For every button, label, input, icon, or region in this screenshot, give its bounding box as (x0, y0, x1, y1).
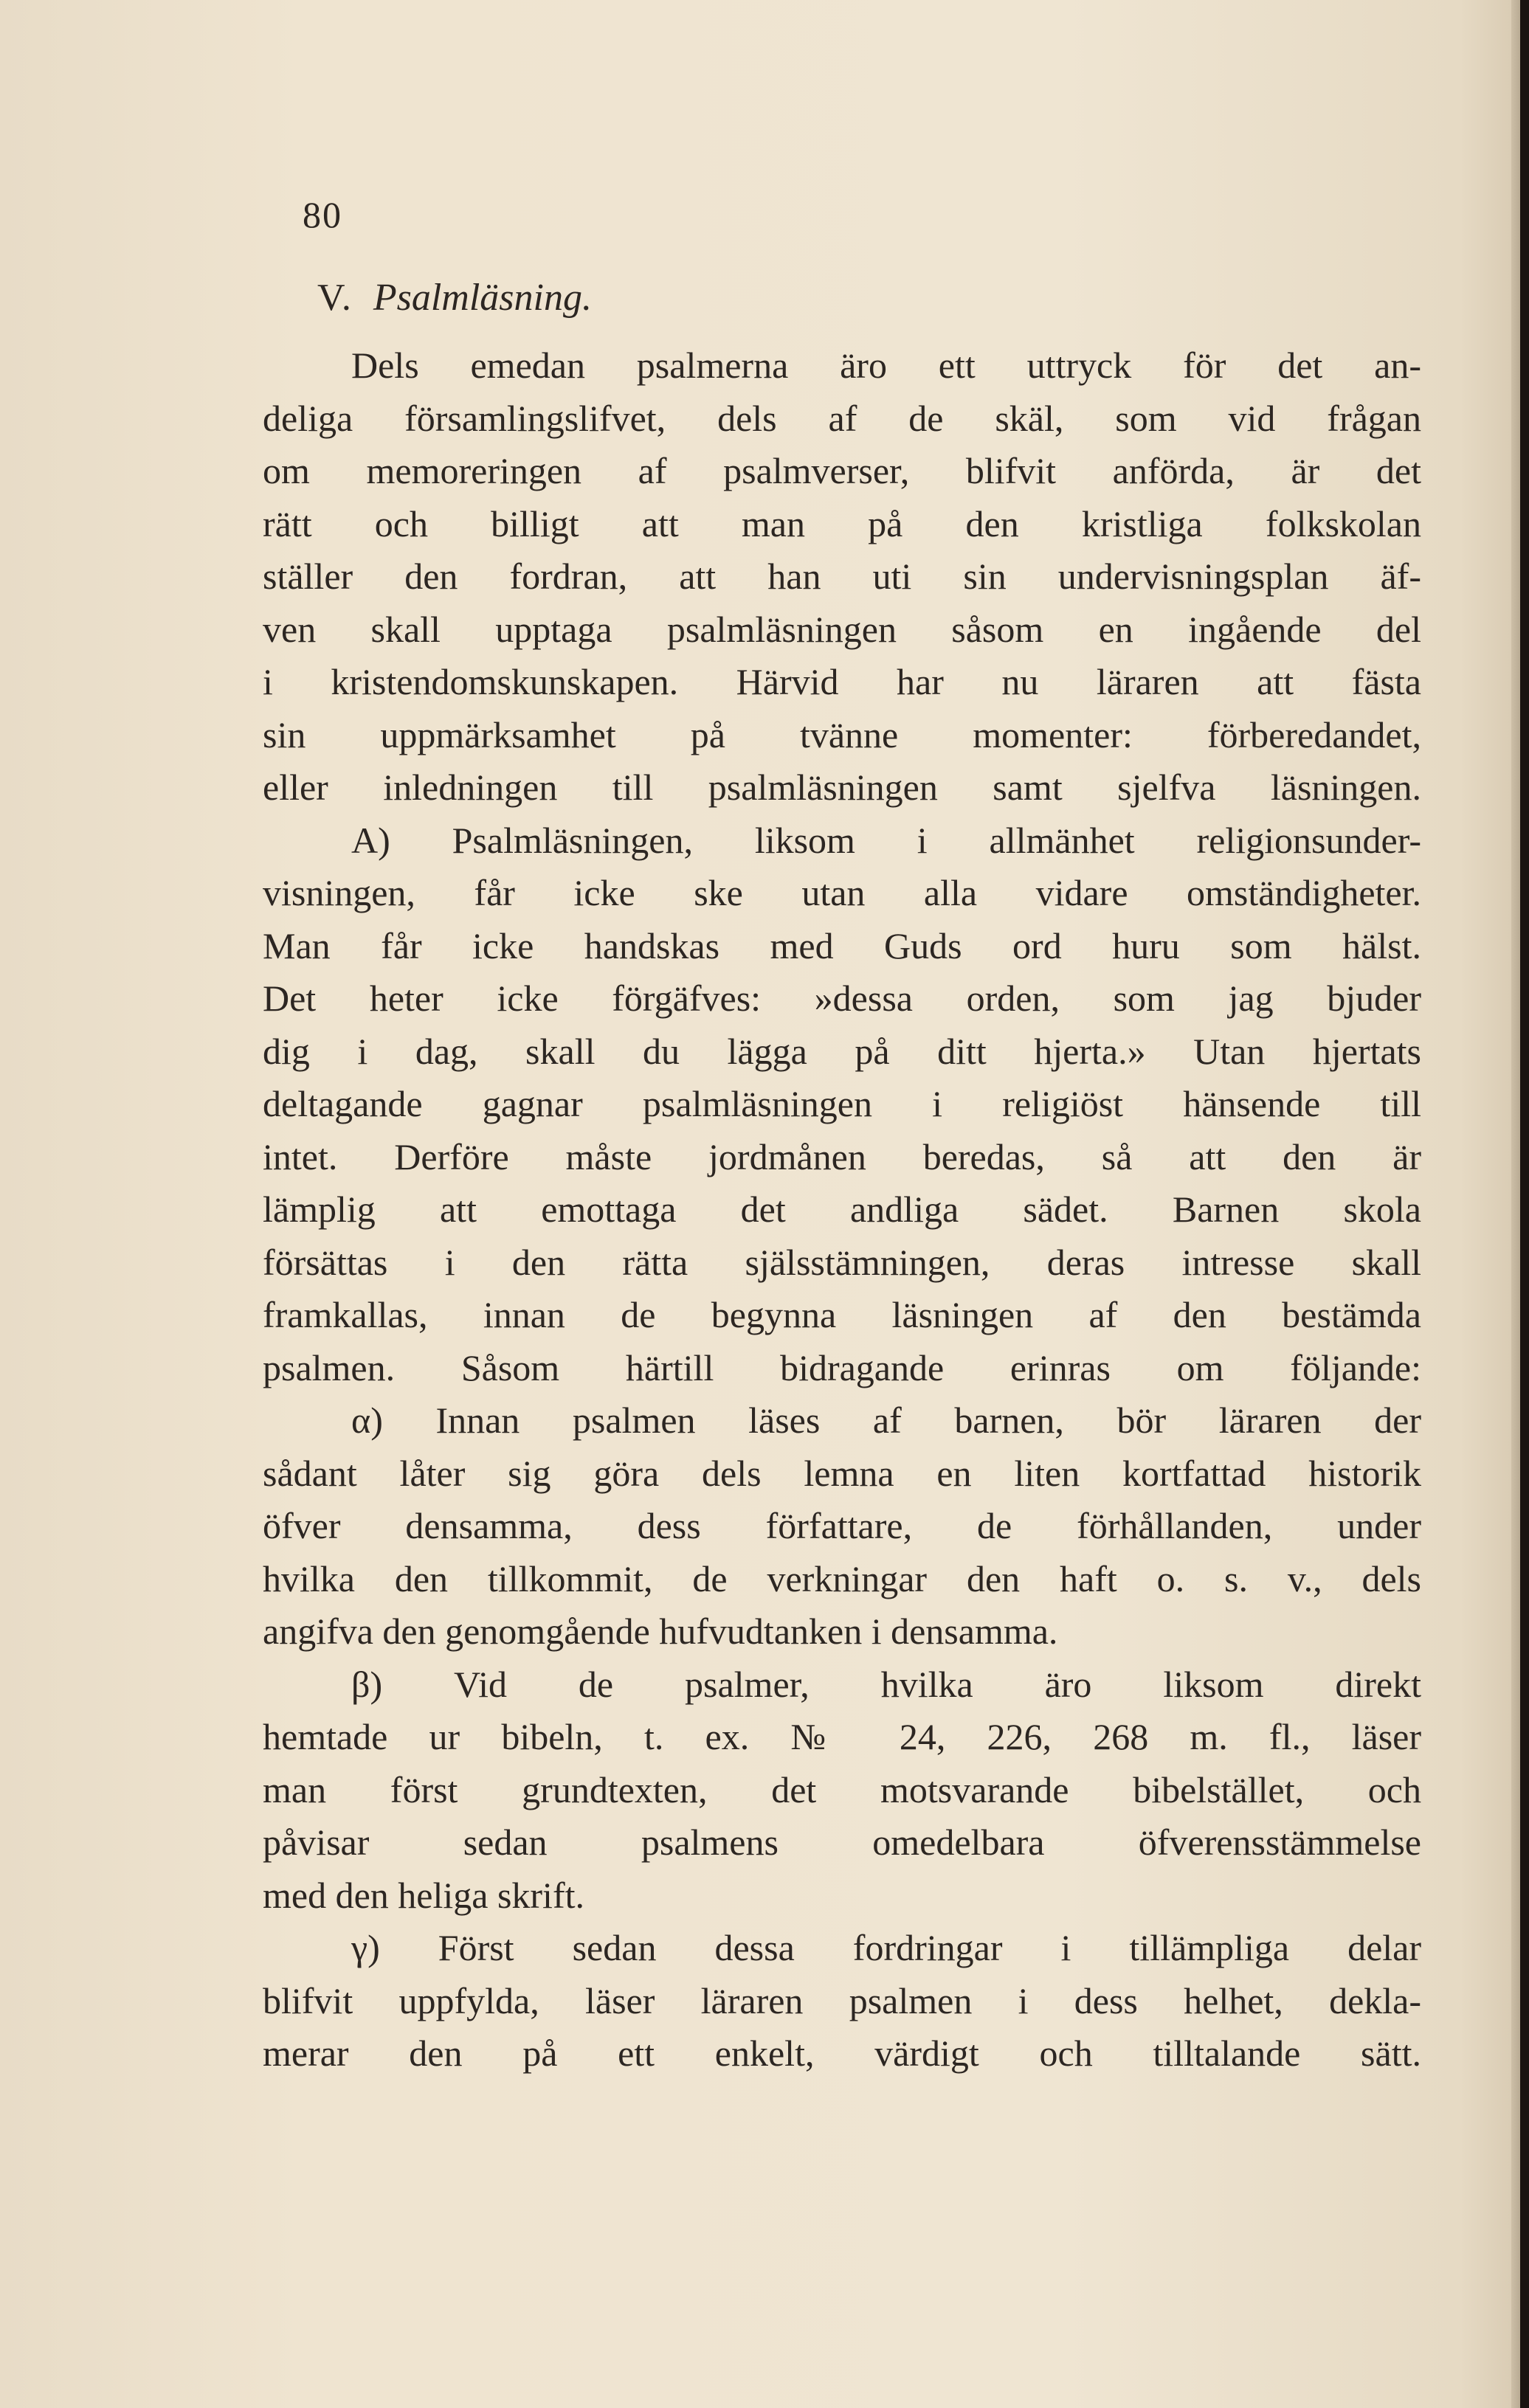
text-line: sådant låter sig göra dels lemna en liten kortfattad historik (263, 1452, 1421, 1494)
text-line: försättas i den rätta själsstämningen, deras intresse skall (263, 1241, 1421, 1283)
text-line: hemtade ur bibeln, t. ex. № 24, 226, 268 m. fl., läser (263, 1716, 1421, 1757)
text-line: sin uppmärksamhet på tvänne momenter: förberedandet, (263, 713, 1421, 755)
body-text (263, 339, 1421, 2080)
text-line: hvilka den tillkommit, de verkningar den haft o. s. v., dels (263, 1557, 1421, 1599)
text-line: rätt och billigt att man på den kristliga folkskolan (263, 502, 1421, 544)
text-line: A) Psalmläsningen, liksom i allmänhet religionsunder- (351, 819, 1421, 861)
text-line: framkallas, innan de begynna läsningen af den bestämda (263, 1294, 1421, 1335)
text-line: ställer den fordran, att han uti sin undervisningsplan äf- (263, 556, 1421, 597)
page-edge (1511, 0, 1520, 2408)
page-number: 80 (303, 194, 342, 235)
text-line: lämplig att emottaga det andliga sädet. Barnen skola (263, 1189, 1421, 1230)
text-line: påvisar sedan psalmens omedelbara öfverensstämmelse (263, 1821, 1421, 1863)
text-line: γ) Först sedan dessa fordringar i tillämpliga delar (351, 1927, 1421, 1968)
text-line: dig i dag, skall du lägga på ditt hjerta.» Utan hjertats (263, 1030, 1421, 1072)
text-line: α) Innan psalmen läses af barnen, bör läraren der (351, 1400, 1421, 1441)
text-line: Man får icke handskas med Guds ord huru som hälst. (263, 924, 1421, 966)
text-line: ven skall upptaga psalmläsningen såsom en ingående del (263, 608, 1421, 650)
text-line: i kristendomskunskapen. Härvid har nu läraren att fästa (263, 661, 1421, 702)
text-line: blifvit uppfylda, läser läraren psalmen i dess helhet, dekla- (263, 1979, 1421, 2021)
section-heading (317, 276, 592, 319)
text-line: Det heter icke förgäfves: »dessa orden, som jag bjuder (263, 978, 1421, 1019)
text-line: deltagande gagnar psalmläsningen i religiöst hänsende till (263, 1083, 1421, 1124)
text-line: öfver densamma, dess författare, de förhållanden, under (263, 1505, 1421, 1546)
text-line: psalmen. Såsom härtill bidragande erinras om följande: (263, 1346, 1421, 1388)
text-line: man först grundtexten, det motsvarande bibelstället, och (263, 1768, 1421, 1810)
text-line: angifva den genomgående hufvudtanken i densamma. (263, 1610, 1058, 1652)
text-line: intet. Derföre måste jordmånen beredas, så att den är (263, 1135, 1421, 1177)
text-line: om memoreringen af psalmverser, blifvit anförda, är det (263, 450, 1421, 491)
text-line: med den heliga skrift. (263, 1874, 584, 1916)
section-title: Psalmläsning. (373, 277, 592, 319)
section-number: V. (317, 277, 353, 319)
text-line: eller inledningen till psalmläsningen samt sjelfva läsningen. (263, 767, 1421, 808)
text-line: deliga församlingslifvet, dels af de skäl, som vid frågan (263, 397, 1421, 439)
text-line: merar den på ett enkelt, värdigt och tilltalande sätt. (263, 2032, 1421, 2074)
text-line: Dels emedan psalmerna äro ett uttryck för det an- (351, 345, 1421, 386)
text-line: visningen, får icke ske utan alla vidare omständigheter. (263, 872, 1421, 913)
text-line: β) Vid de psalmer, hvilka äro liksom direkt (351, 1663, 1421, 1705)
